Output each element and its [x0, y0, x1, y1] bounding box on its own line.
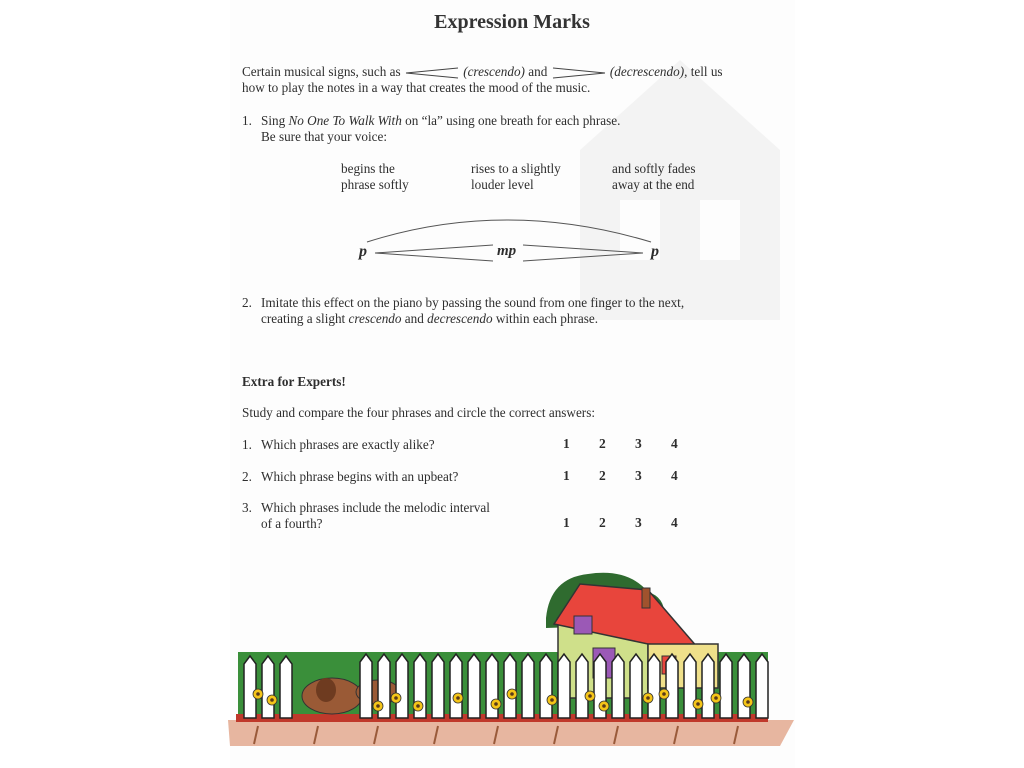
- dynamic-start: p: [359, 243, 367, 260]
- intro-text: Certain musical signs, such as: [242, 64, 401, 79]
- intro-and: and: [528, 64, 548, 79]
- question-3-choice-3[interactable]: 3: [635, 515, 642, 530]
- step-2-prefix: creating a slight: [261, 311, 346, 326]
- step-1-prefix: Sing: [261, 113, 286, 128]
- question-2-choice-2[interactable]: 2: [599, 468, 606, 483]
- question-2-number: 2.: [242, 469, 252, 484]
- crescendo-term: (crescendo): [463, 64, 525, 79]
- question-2-choice-1[interactable]: 1: [563, 468, 570, 483]
- step-2-decrescendo: decrescendo: [427, 311, 493, 326]
- dynamic-middle: mp: [497, 243, 517, 259]
- question-1-text: Which phrases are exactly alike?: [261, 437, 435, 452]
- question-2-choice-4[interactable]: 4: [671, 468, 678, 483]
- step-1-number: 1.: [242, 113, 252, 128]
- question-1-number: 1.: [242, 437, 252, 452]
- question-3-text-line-1: Which phrases include the melodic interval: [261, 500, 490, 515]
- intro-line-1: [242, 64, 723, 80]
- question-3-choice-4[interactable]: 4: [671, 515, 678, 530]
- decrescendo-term: (decrescendo): [609, 64, 685, 79]
- decrescendo-hairpin-icon: [551, 67, 607, 79]
- phrase-slur: [367, 220, 651, 242]
- song-title: No One To Walk With: [288, 113, 402, 128]
- question-2-text: Which phrase begins with an upbeat?: [261, 469, 459, 484]
- voice-col-2-line-2: louder level: [471, 177, 534, 192]
- question-3-choice-1[interactable]: 1: [563, 515, 570, 530]
- question-1-choice-1[interactable]: 1: [563, 436, 570, 451]
- question-1-choice-4[interactable]: 4: [671, 436, 678, 451]
- dynamic-end: p: [651, 243, 659, 260]
- crescendo-hairpin-icon: [404, 67, 460, 79]
- question-3-text-line-2: of a fourth?: [261, 516, 323, 531]
- decrescendo-hairpin: [523, 245, 643, 261]
- extra-instructions: Study and compare the four phrases and circle the correct answers:: [242, 405, 595, 420]
- step-2-number: 2.: [242, 295, 252, 310]
- step-1-line-1: [261, 113, 620, 129]
- house-fence-illustration: [228, 568, 794, 750]
- voice-col-2-line-1: rises to a slightly: [471, 161, 561, 176]
- question-3-number: 3.: [242, 500, 252, 515]
- voice-col-3-line-2: away at the end: [612, 177, 695, 192]
- crescendo-hairpin: [375, 245, 493, 261]
- extra-heading: Extra for Experts!: [242, 374, 346, 389]
- voice-col-1-line-2: phrase softly: [341, 177, 409, 192]
- question-1-choice-3[interactable]: 3: [635, 436, 642, 451]
- intro-tail: , tell us: [684, 64, 723, 79]
- question-3-choice-2[interactable]: 2: [599, 515, 606, 530]
- page-title: Expression Marks: [434, 11, 590, 33]
- question-1-choice-2[interactable]: 2: [599, 436, 606, 451]
- step-1-suffix: on “la” using one breath for each phrase.: [405, 113, 621, 128]
- voice-col-3-line-1: and softly fades: [612, 161, 696, 176]
- voice-col-1-line-1: begins the: [341, 161, 395, 176]
- question-2-choice-3[interactable]: 3: [635, 468, 642, 483]
- sidewalk: [228, 720, 794, 746]
- step-2-suffix: within each phrase.: [495, 311, 599, 326]
- step-1-line-2: Be sure that your voice:: [261, 129, 387, 144]
- intro-line-2: how to play the notes in a way that creates the mood of the music.: [242, 80, 591, 95]
- step-2-and: and: [404, 311, 424, 326]
- step-2-crescendo: crescendo: [348, 311, 402, 326]
- step-2-line-2: [261, 311, 598, 327]
- step-2-line-1: Imitate this effect on the piano by passing the sound from one finger to the next,: [261, 295, 685, 310]
